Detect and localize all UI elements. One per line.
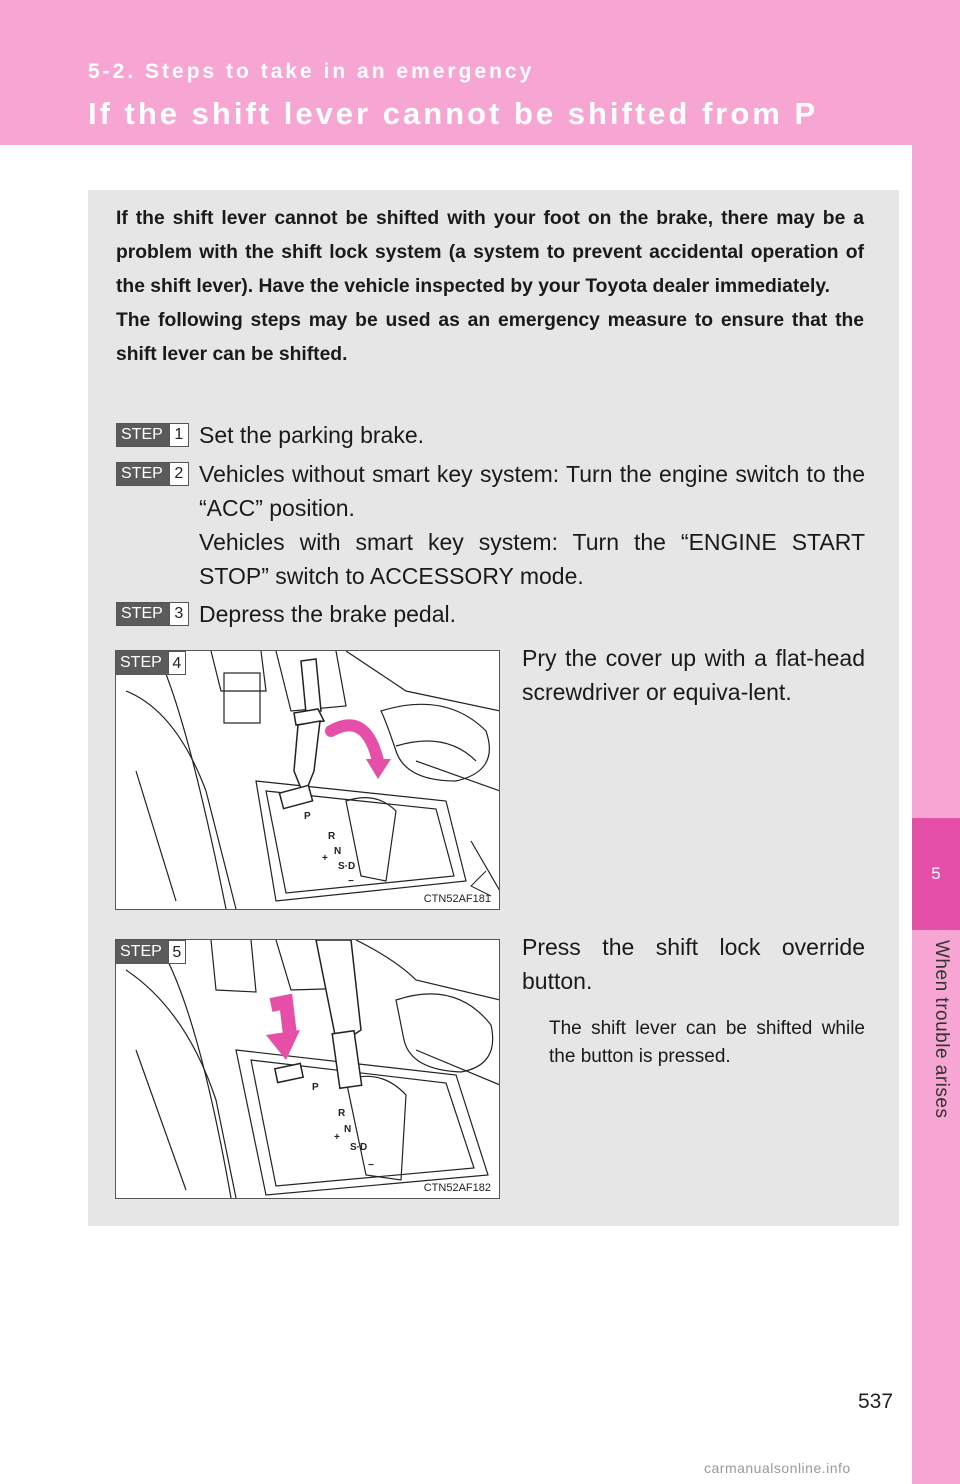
step-5-text: Press the shift lock override button. xyxy=(522,934,865,994)
step-2-text-line-1: Vehicles without smart key system: Turn the engine switch to the “ACC” position. xyxy=(199,461,865,521)
gate-label-n: N xyxy=(334,846,342,857)
step-1-text: Set the parking brake. xyxy=(199,422,425,448)
step-2-badge: STEP 2 xyxy=(116,462,189,486)
step-3-text: Depress the brake pedal. xyxy=(199,601,456,627)
side-tab xyxy=(912,145,960,1484)
step-4-figure xyxy=(115,650,500,910)
step-2-text-line-2: Vehicles with smart key system: Turn the “ENGINE START STOP” switch to ACCESSORY mode. xyxy=(199,529,865,589)
step-1-badge: STEP 1 xyxy=(116,423,189,447)
step-5-figure xyxy=(115,939,500,1199)
intro-paragraph-2: The following steps may be used as an emergency measure to ensure that the shift lever can be shifted. xyxy=(116,310,864,365)
gate-label-p: P xyxy=(304,811,311,822)
chapter-title: When trouble arises xyxy=(931,940,952,1119)
gate-label-sd: S·D xyxy=(338,861,356,872)
gate-label-p-2: P xyxy=(312,1082,319,1093)
gate-label-minus: − xyxy=(348,876,354,887)
page-title: If the shift lever cannot be shifted from P xyxy=(88,96,819,131)
figure-code: CTN52AF181 xyxy=(423,893,491,905)
step-3-badge: STEP 3 xyxy=(116,602,189,626)
step-2-text xyxy=(199,457,865,593)
gate-label-plus-2: + xyxy=(334,1132,340,1143)
step-4-badge: STEP 4 xyxy=(116,651,186,675)
gate-label-minus-2: − xyxy=(368,1160,374,1171)
gate-label-n-2: N xyxy=(344,1124,352,1135)
footer-watermark[interactable]: carmanualsonline.info xyxy=(704,1460,851,1476)
shift-console-illustration-2 xyxy=(116,940,500,1199)
step-5-badge: STEP 5 xyxy=(116,940,186,964)
step-5-note: The shift lever can be shifted while the button is pressed. xyxy=(549,1018,865,1067)
figure-code-2: CTN52AF182 xyxy=(423,1182,491,1194)
intro-text xyxy=(116,202,864,372)
page-number: 537 xyxy=(858,1390,894,1413)
gate-label-sd-2: S·D xyxy=(350,1142,368,1153)
gate-label-r-2: R xyxy=(338,1108,346,1119)
gate-label-plus: + xyxy=(322,853,328,864)
chapter-number: 5 xyxy=(931,864,941,883)
section-label: 5-2. Steps to take in an emergency xyxy=(88,60,535,83)
shift-console-illustration xyxy=(116,651,500,910)
gate-label-r: R xyxy=(328,831,336,842)
intro-paragraph-1: If the shift lever cannot be shifted with your foot on the brake, there may be a problem with the shift lock system (a system to prevent accidental operation of the shift lever). Have the vehicle inspected by your Toyota dealer immediately. xyxy=(116,208,864,297)
step-4-text: Pry the cover up with a flat-head screwdriver or equiva-lent. xyxy=(522,645,865,705)
